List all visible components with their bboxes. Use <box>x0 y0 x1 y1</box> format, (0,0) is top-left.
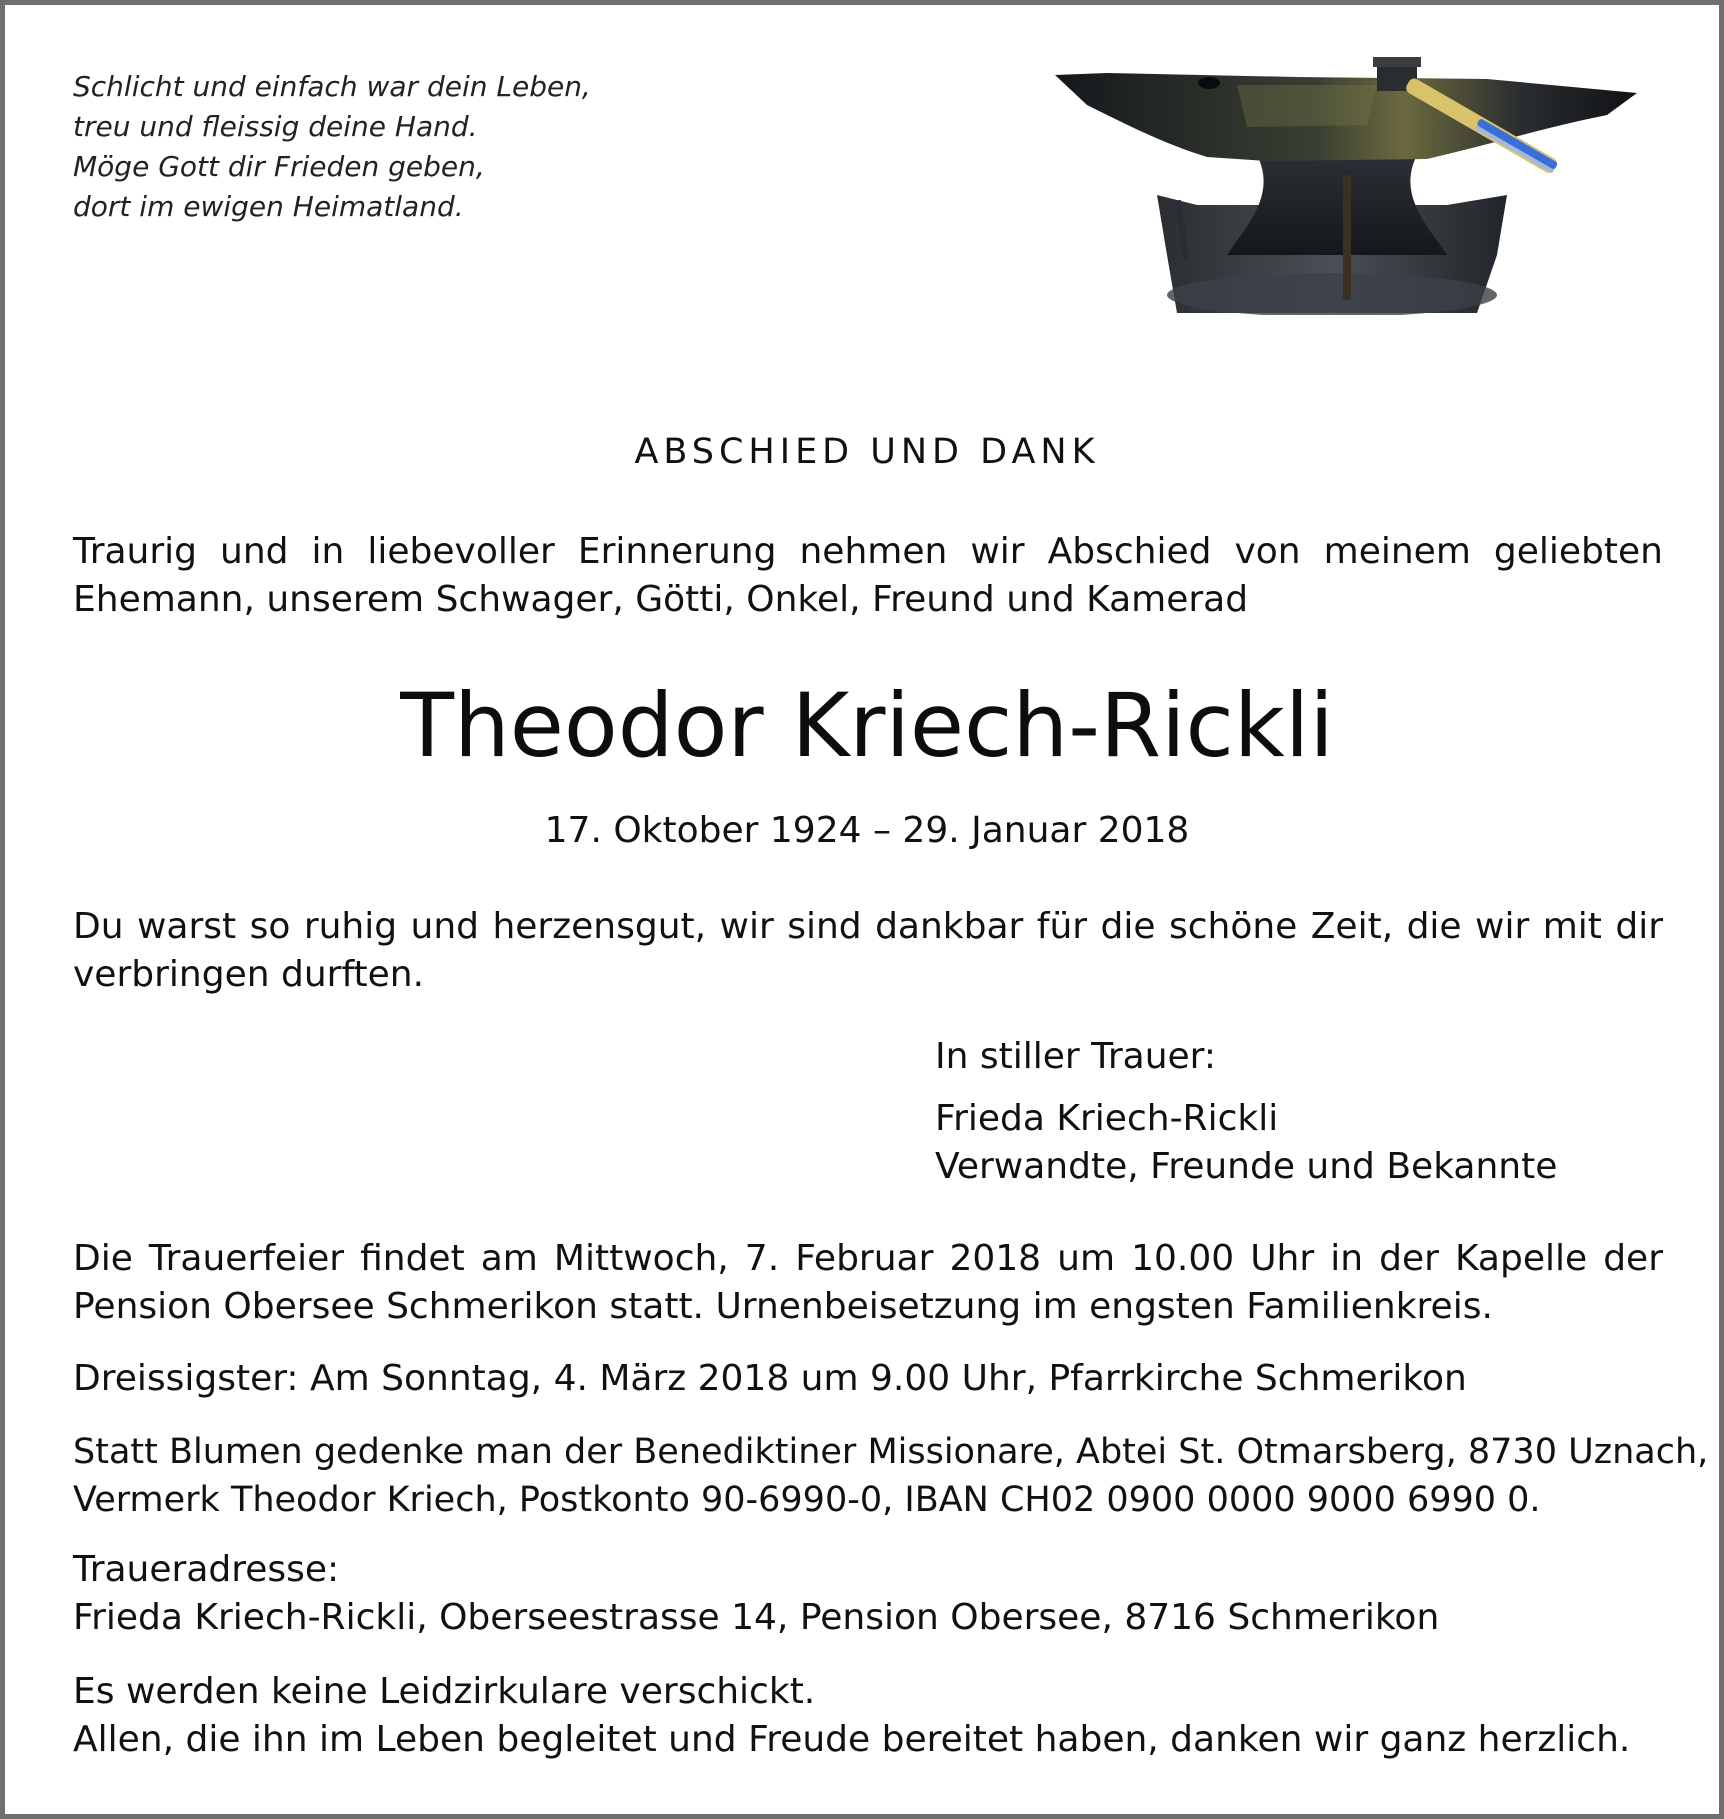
thanks-line-1: Du warst so ruhig und herzensgut, wir sind dankbar für die schöne Zeit, die wir mit dir <box>73 906 1663 947</box>
mourner-name: Frieda Kriech-Rickli <box>935 1098 1279 1139</box>
verse-line-4: dort im ewigen Heimatland. <box>73 190 464 223</box>
intro-paragraph <box>73 528 1663 624</box>
closing-line-2: Allen, die ihn im Leben begleitet und Freude bereitet haben, danken wir ganz herzlich. <box>73 1719 1631 1760</box>
donation-line-2: Vermerk Theodor Kriech, Postkonto 90-6990-0, IBAN CH02 0900 0000 9000 6990 0. <box>73 1480 1541 1520</box>
deceased-name: Theodor Kriech-Rickli <box>400 674 1334 777</box>
ceremony-line-2: Pension Obersee Schmerikon statt. Urnenbeisetzung im engsten Familienkreis. <box>73 1286 1493 1327</box>
intro-line-2: Ehemann, unserem Schwager, Götti, Onkel, Freund und Kamerad <box>73 579 1249 620</box>
mourning-address <box>73 1546 1663 1642</box>
notice-heading: ABSCHIED UND DANK <box>634 432 1100 472</box>
closing-paragraph <box>73 1668 1663 1764</box>
thanks-paragraph <box>73 903 1663 999</box>
mourners-label: In stiller Trauer: <box>935 1036 1216 1077</box>
verse-line-3: Möge Gott dir Frieden geben, <box>73 150 485 183</box>
ceremony-paragraph <box>73 1235 1663 1331</box>
ceremony-line-1: Die Trauerfeier findet am Mittwoch, 7. Februar 2018 um 10.00 Uhr in der Kapelle der <box>73 1238 1663 1279</box>
verse-line-2: treu und fleissig deine Hand. <box>73 110 478 143</box>
thirtieth-line: Dreissigster: Am Sonntag, 4. März 2018 um 9.00 Uhr, Pfarrkirche Schmerikon <box>73 1358 1467 1399</box>
closing-line-1: Es werden keine Leidzirkulare verschickt. <box>73 1671 816 1712</box>
mourners-block <box>935 1033 1557 1191</box>
anvil-with-hammer-icon <box>1047 55 1647 315</box>
intro-line-1: Traurig und in liebevoller Erinnerung nehmen wir Abschied von meinem geliebten <box>73 531 1663 572</box>
life-dates: 17. Oktober 1924 – 29. Januar 2018 <box>544 810 1190 851</box>
donation-paragraph <box>73 1428 1709 1524</box>
address-label: Traueradresse: <box>73 1549 340 1590</box>
address-line: Frieda Kriech-Rickli, Oberseestrasse 14, Pension Obersee, 8716 Schmerikon <box>73 1597 1440 1638</box>
memorial-verse <box>73 67 653 227</box>
thirtieth-day-mass <box>73 1355 1663 1403</box>
verse-line-1: Schlicht und einfach war dein Leben, <box>73 70 591 103</box>
thanks-line-2: verbringen durften. <box>73 954 425 995</box>
donation-line-1: Statt Blumen gedenke man der Benediktiner Missionare, Abtei St. Otmarsberg, 8730 Uznach, <box>73 1432 1709 1472</box>
mourner-relatives: Verwandte, Freunde und Bekannte <box>935 1146 1558 1187</box>
